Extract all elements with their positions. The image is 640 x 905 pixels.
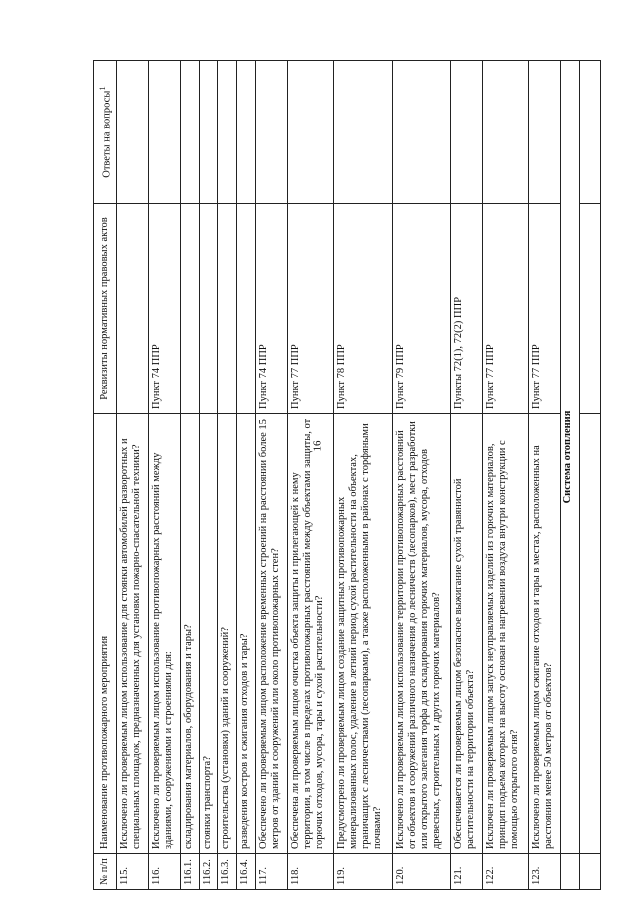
row-num: 116.: [148, 854, 180, 890]
row-ref: Пункт 74 ППР: [256, 204, 288, 414]
table-row: [392, 61, 451, 890]
table-row: [148, 61, 180, 890]
row-num: 116.3.: [218, 854, 237, 890]
row-num: 121.: [451, 854, 483, 890]
row-ref: Пункты 72(1), 72(2) ППР: [451, 204, 483, 414]
table-header-row: [94, 61, 117, 890]
checklist-table: [93, 60, 601, 890]
table-row: [528, 61, 560, 890]
row-answer[interactable]: [288, 61, 333, 204]
table-row: [180, 61, 199, 890]
row-num: 117.: [256, 854, 288, 890]
header-answers-label: Ответы на вопросы: [101, 90, 113, 178]
row-num: 116.2.: [199, 854, 218, 890]
row-answer[interactable]: [237, 61, 256, 204]
table-row: [199, 61, 218, 890]
checklist-sheet: [93, 60, 601, 890]
row-answer[interactable]: [528, 61, 560, 204]
row-answer[interactable]: [116, 61, 148, 204]
row-answer[interactable]: [148, 61, 180, 204]
row-name: Предусмотрено ли проверяемым лицом создание защитных противопожарных минерализованных полос, удаление в летний период сухой растительности на объектах, граничащих с лесничествами (лесопарками), а также расположенными в районах с торфяными почвами?: [333, 414, 392, 854]
row-ref: Пункт 79 ППР: [392, 204, 451, 414]
section-num: [561, 854, 580, 890]
section-row: [561, 61, 580, 890]
row-name: Обеспечено ли проверяемым лицом расположение временных строений на расстоянии более 15 метров от зданий и сооружений или около противопожарных стен?: [256, 414, 288, 854]
row-ref: Пункт 78 ППР: [333, 204, 392, 414]
row-num: 123.: [528, 854, 560, 890]
header-num: № п/п: [94, 854, 117, 890]
row-ref: [237, 204, 256, 414]
table-row: [483, 61, 528, 890]
row-ref: Пункт 77 ППР: [288, 204, 333, 414]
row-name: Исключено ли проверяемым лицом сжигание отходов и тары в местах, расположенных на расстоянии менее 50 метров от объектов?: [528, 414, 560, 854]
page-number: 16: [311, 440, 324, 452]
row-num: 118.: [288, 854, 333, 890]
row-name: Исключен ли проверяемым лицом запуск неуправляемых изделий из горючих материалов, принцип подъема которых на высоту основан на нагревании воздуха внутри конструкции с помощью открытого огня?: [483, 414, 528, 854]
row-name: Обеспечивается ли проверяемым лицом безопасное выжигание сухой травянистой растительности на территории объекта?: [451, 414, 483, 854]
header-ref: Реквизиты нормативных правовых актов: [94, 204, 117, 414]
row-name: стоянки транспорта?: [199, 414, 218, 854]
row-ref: Пункт 77 ППР: [483, 204, 528, 414]
row-ref: [218, 204, 237, 414]
row-ref: [199, 204, 218, 414]
table-row: [288, 61, 333, 890]
table-row: [116, 61, 148, 890]
row-name: Обеспечена ли проверяемым лицом очистка объекта защиты и прилегающей к нему территории, в том числе в пределах противопожарных расстояний между объектами защиты, от горючих отходов, мусора, тары и сухой растительности?: [288, 414, 333, 854]
row-name: Исключено ли проверяемым лицом использование для стоянки автомобилей разворотных и специальных площадок, предназначенных для установки пожарно-спасательной техники?: [116, 414, 148, 854]
row-ref: Пункт 74 ППР: [148, 204, 180, 414]
blank-row: [580, 61, 601, 890]
row-ref: [180, 204, 199, 414]
table-row: [237, 61, 256, 890]
header-name: Наименование противопожарного мероприятия: [94, 414, 117, 854]
row-ref: Пункт 77 ППР: [528, 204, 560, 414]
footnote-mark: 1: [97, 86, 107, 91]
row-num: 115.: [116, 854, 148, 890]
header-answers: [94, 61, 117, 204]
row-name: складирования материалов, оборудования и тары?: [180, 414, 199, 854]
row-name: разведения костров и сжигания отходов и тары?: [237, 414, 256, 854]
row-num: 120.: [392, 854, 451, 890]
row-name: Исключено ли проверяемым лицом использование противопожарных расстояний между зданиями, сооружениями и строениями для:: [148, 414, 180, 854]
row-answer[interactable]: [392, 61, 451, 204]
row-num: 116.4.: [237, 854, 256, 890]
row-answer[interactable]: [256, 61, 288, 204]
row-name: строительства (установки) зданий и сооружений?: [218, 414, 237, 854]
row-num: 116.1.: [180, 854, 199, 890]
row-num: 119.: [333, 854, 392, 890]
table-row: [218, 61, 237, 890]
row-ref: [116, 204, 148, 414]
row-answer[interactable]: [333, 61, 392, 204]
row-answer[interactable]: [451, 61, 483, 204]
table-row: [333, 61, 392, 890]
row-num: 122.: [483, 854, 528, 890]
row-answer[interactable]: [218, 61, 237, 204]
row-name: Исключено ли проверяемым лицом использование территории противопожарных расстояний от объектов и сооружений различного назначения до лесничеств (лесопарков), мест разработки или открытого залегания торфа для складирования горючих материалов, мусора, отходов древесных, строительных и других горючих материалов?: [392, 414, 451, 854]
section-title: Система отопления: [561, 61, 580, 854]
table-row: [451, 61, 483, 890]
row-answer[interactable]: [180, 61, 199, 204]
row-answer[interactable]: [483, 61, 528, 204]
table-row: [256, 61, 288, 890]
row-answer[interactable]: [199, 61, 218, 204]
